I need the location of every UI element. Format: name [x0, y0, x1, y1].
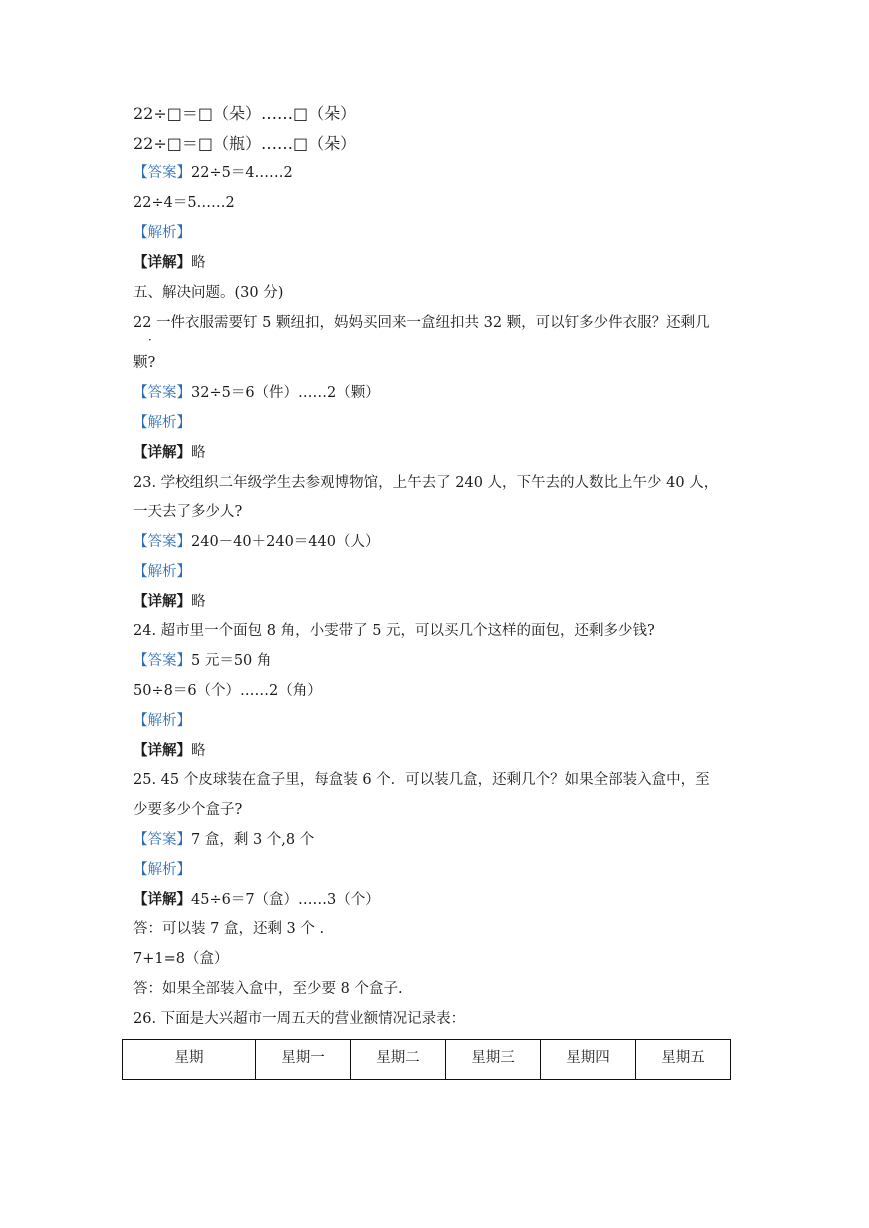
analysis-tag: 【解析】 [133, 564, 191, 580]
answer-text: 5 元＝50 角 [191, 653, 272, 669]
table-header-cell: 星期二 [351, 1040, 446, 1080]
analysis-tag: 【解析】 [133, 415, 191, 431]
answer-tag: 【答案】 [133, 385, 191, 401]
answer-24 [133, 651, 271, 671]
table-header-row [123, 1040, 731, 1080]
division-blank-line-2: 22÷□＝□（瓶）……□（朵） [133, 134, 357, 153]
table-header-cell: 星期 [123, 1040, 256, 1080]
detail-text: 45÷6＝7（盒）……3（个） [191, 892, 380, 908]
solution-25-line-1: 答：可以装 7 盒，还剩 3 个 . [133, 921, 325, 937]
answer-tag: 【答案】 [133, 653, 191, 669]
answer-text: 22÷5＝4……2 [191, 165, 293, 181]
question-23-line-2: 一天去了多少人? [133, 504, 243, 520]
detail-tag: 【详解】 [133, 444, 191, 461]
question-23-line-1: 23. 学校组织二年级学生去参观博物馆，上午去了 240 人，下午去的人数比上午少 40 人， [133, 475, 719, 491]
question-26: 26. 下面是大兴超市一周五天的营业额情况记录表： [133, 1011, 466, 1027]
sales-record-table [122, 1039, 731, 1080]
analysis-tag: 【解析】 [133, 862, 191, 878]
answer-25 [133, 830, 314, 850]
detail-22 [133, 443, 206, 463]
detail-tag: 【详解】 [133, 254, 191, 271]
question-24: 24. 超市里一个面包 8 角，小雯带了 5 元，可以买几个这样的面包，还剩多少钱? [133, 623, 655, 639]
question-25-line-2: 少要多少个盒子? [133, 802, 243, 818]
detail-text: 略 [191, 594, 206, 610]
answer-text: 240－40＋240＝440（人） [191, 534, 380, 550]
answer-continuation: 22÷4＝5……2 [133, 195, 235, 211]
answer-22 [133, 383, 380, 403]
question-25-line-1: 25. 45 个皮球装在盒子里，每盒装 6 个．可以装几盒，还剩几个？如果全部装入盒中，至 [133, 772, 710, 788]
detail-line [133, 253, 206, 273]
table-header-cell: 星期五 [636, 1040, 731, 1080]
table-header-cell: 星期四 [541, 1040, 636, 1080]
detail-24 [133, 741, 206, 761]
table-header-cell: 星期一 [256, 1040, 351, 1080]
answer-23 [133, 532, 379, 552]
question-22-line-1: 22 一件衣服需要钉 5 颗纽扣，妈妈买回来一盒纽扣共 32 颗，可以钉多少件衣服？还剩几 [133, 315, 710, 331]
detail-text: 略 [191, 743, 206, 759]
answer-text: 7 盒，剩 3 个,8 个 [191, 832, 315, 848]
emphasis-dot: · [148, 333, 152, 347]
analysis-tag: 【解析】 [133, 713, 191, 729]
answer-text: 32÷5＝6（件）……2（颗） [191, 385, 380, 401]
analysis-tag: 【解析】 [133, 225, 191, 241]
solution-25-line-2: 7+1=8（盒） [133, 951, 229, 967]
detail-tag: 【详解】 [133, 891, 191, 908]
division-blank-line-1: 22÷□＝□（朵）……□（朵） [133, 104, 357, 123]
detail-25 [133, 890, 380, 910]
detail-23 [133, 592, 206, 612]
answer-line [133, 163, 293, 183]
answer-tag: 【答案】 [133, 832, 191, 848]
table-header-cell: 星期三 [446, 1040, 541, 1080]
section-heading: 五、解决问题。(30 分) [133, 285, 284, 301]
question-22-line-2: 颗? [133, 355, 156, 371]
answer-tag: 【答案】 [133, 534, 191, 550]
detail-tag: 【详解】 [133, 593, 191, 610]
answer-tag: 【答案】 [133, 165, 191, 181]
solution-25-line-3: 答：如果全部装入盒中，至少要 8 个盒子. [133, 981, 403, 997]
detail-text: 略 [191, 445, 206, 461]
answer-24-continuation: 50÷8＝6（个）……2（角） [133, 683, 322, 699]
detail-tag: 【详解】 [133, 742, 191, 759]
detail-text: 略 [191, 255, 206, 271]
